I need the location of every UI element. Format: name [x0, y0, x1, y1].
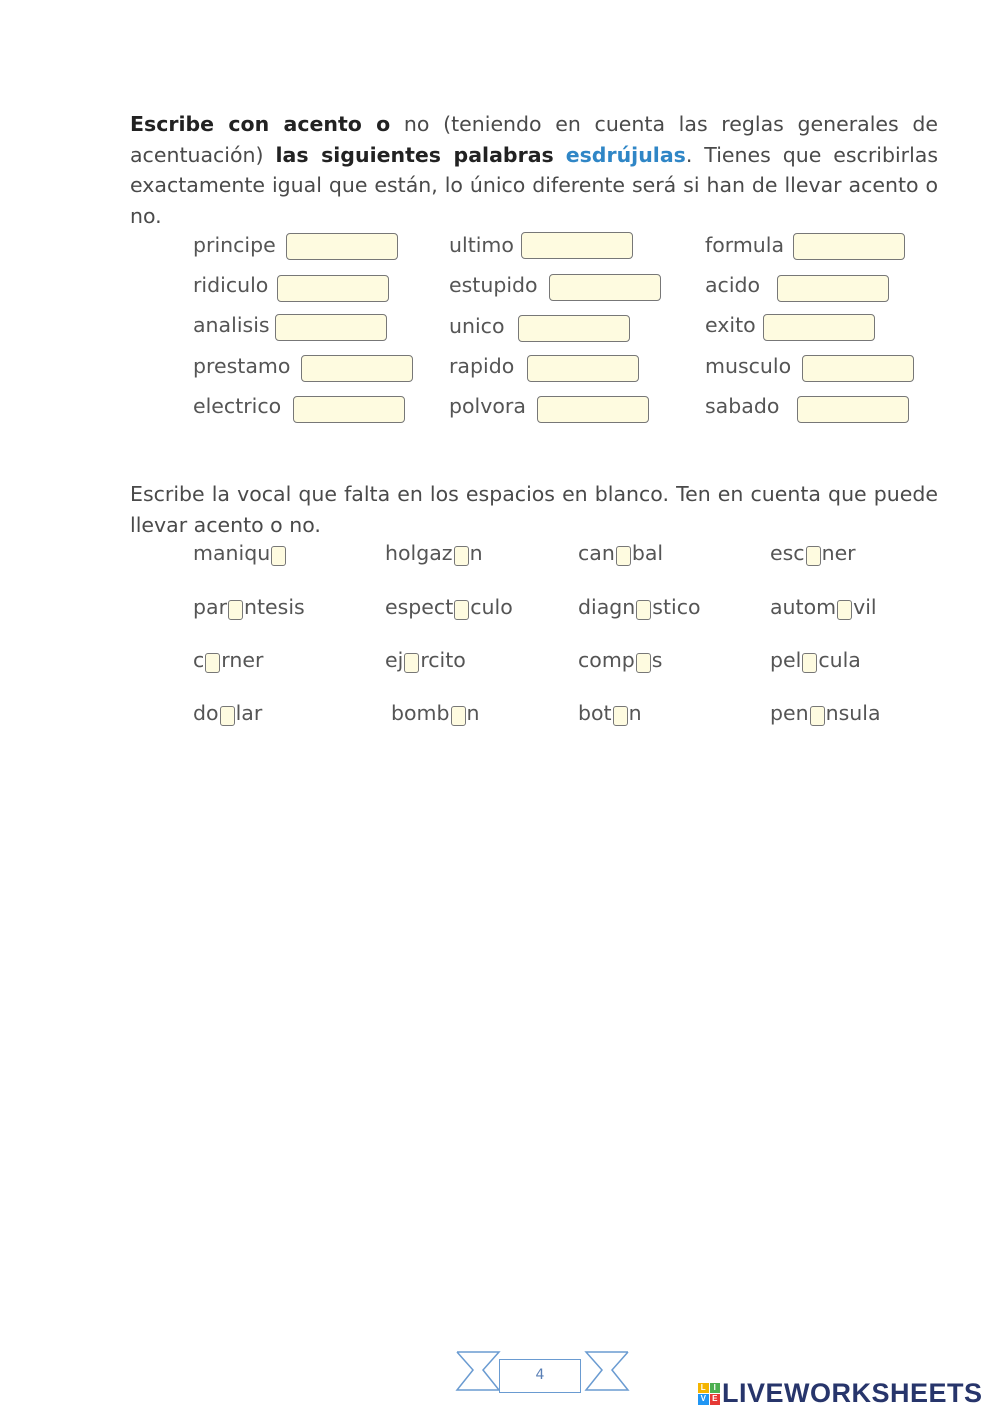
- vowel-input[interactable]: [220, 706, 235, 726]
- word-label: ridiculo: [193, 273, 269, 297]
- vowel-input[interactable]: [271, 546, 286, 566]
- esdrujulas-highlight: esdrújulas: [565, 142, 686, 167]
- vowel-word: can bal: [578, 541, 664, 565]
- answer-input[interactable]: [793, 233, 905, 260]
- word-label: acido: [705, 273, 761, 297]
- liveworksheets-logo: [698, 1378, 983, 1409]
- answer-input[interactable]: [277, 275, 389, 302]
- brand-name: LIVEWORKSHEETS: [722, 1378, 983, 1408]
- word-label: analisis: [193, 313, 270, 337]
- instruction-accent: [130, 109, 938, 231]
- answer-input[interactable]: [802, 355, 914, 382]
- logo-icon: L I V E: [698, 1383, 720, 1405]
- instruction-text-1: no (teniendo en cuenta las reglas generales de acentuación): [130, 112, 938, 167]
- vowel-input[interactable]: [810, 706, 825, 726]
- answer-input[interactable]: [518, 315, 630, 342]
- vowel-word: c rner: [193, 648, 264, 672]
- vowel-input[interactable]: [613, 706, 628, 726]
- vowel-input[interactable]: [451, 706, 466, 726]
- vowel-input[interactable]: [802, 653, 817, 673]
- answer-input[interactable]: [275, 314, 387, 341]
- vowel-word: maniqu: [193, 541, 287, 565]
- answer-input[interactable]: [293, 396, 405, 423]
- instruction-vowel: Escribe la vocal que falta en los espacios en blanco. Ten en cuenta que puede llevar acento o no.: [130, 482, 938, 537]
- vowel-word: comp s: [578, 648, 663, 672]
- word-label: estupido: [449, 273, 538, 297]
- page-number: 4: [499, 1359, 581, 1393]
- word-label: electrico: [193, 394, 282, 418]
- vowel-word: holgaz n: [385, 541, 483, 565]
- answer-input[interactable]: [797, 396, 909, 423]
- vowel-word: pel cula: [770, 648, 861, 672]
- vowel-word: esc ner: [770, 541, 856, 565]
- word-label: prestamo: [193, 354, 291, 378]
- vowel-input[interactable]: [636, 653, 651, 673]
- vowel-word: ej rcito: [385, 648, 466, 672]
- answer-input[interactable]: [286, 233, 398, 260]
- instruction-bold-2: las siguientes palabras: [275, 142, 554, 167]
- vowel-input[interactable]: [837, 600, 852, 620]
- vowel-input[interactable]: [228, 600, 243, 620]
- answer-input[interactable]: [527, 355, 639, 382]
- vowel-word: bomb n: [391, 701, 480, 725]
- answer-input[interactable]: [301, 355, 413, 382]
- answer-input[interactable]: [763, 314, 875, 341]
- vowel-word: pen nsula: [770, 701, 881, 725]
- vowel-word: par ntesis: [193, 595, 305, 619]
- answer-input[interactable]: [537, 396, 649, 423]
- vowel-word: espect culo: [385, 595, 513, 619]
- word-label: principe: [193, 233, 276, 257]
- vowel-word: bot n: [578, 701, 642, 725]
- word-label: exito: [705, 313, 756, 337]
- vowel-input[interactable]: [636, 600, 651, 620]
- word-label: ultimo: [449, 233, 514, 257]
- word-label: sabado: [705, 394, 780, 418]
- vowel-input[interactable]: [454, 600, 469, 620]
- answer-input[interactable]: [777, 275, 889, 302]
- word-label: musculo: [705, 354, 792, 378]
- word-label: rapido: [449, 354, 515, 378]
- vowel-input[interactable]: [806, 546, 821, 566]
- vowel-word: do lar: [193, 701, 263, 725]
- vowel-input[interactable]: [616, 546, 631, 566]
- answer-input[interactable]: [549, 274, 661, 301]
- vowel-input[interactable]: [205, 653, 220, 673]
- vowel-input[interactable]: [454, 546, 469, 566]
- word-label: unico: [449, 314, 505, 338]
- vowel-word: autom vil: [770, 595, 877, 619]
- word-label: polvora: [449, 394, 526, 418]
- instruction-bold-1: Escribe con acento o: [130, 112, 391, 136]
- instruction-text-2: . Tienes que escribirlas exactamente igual que están, lo único diferente será si han de llevar acento o no.: [130, 142, 939, 228]
- vowel-input[interactable]: [404, 653, 419, 673]
- vowel-word: diagn stico: [578, 595, 701, 619]
- answer-input[interactable]: [521, 232, 633, 259]
- word-label: formula: [705, 233, 785, 257]
